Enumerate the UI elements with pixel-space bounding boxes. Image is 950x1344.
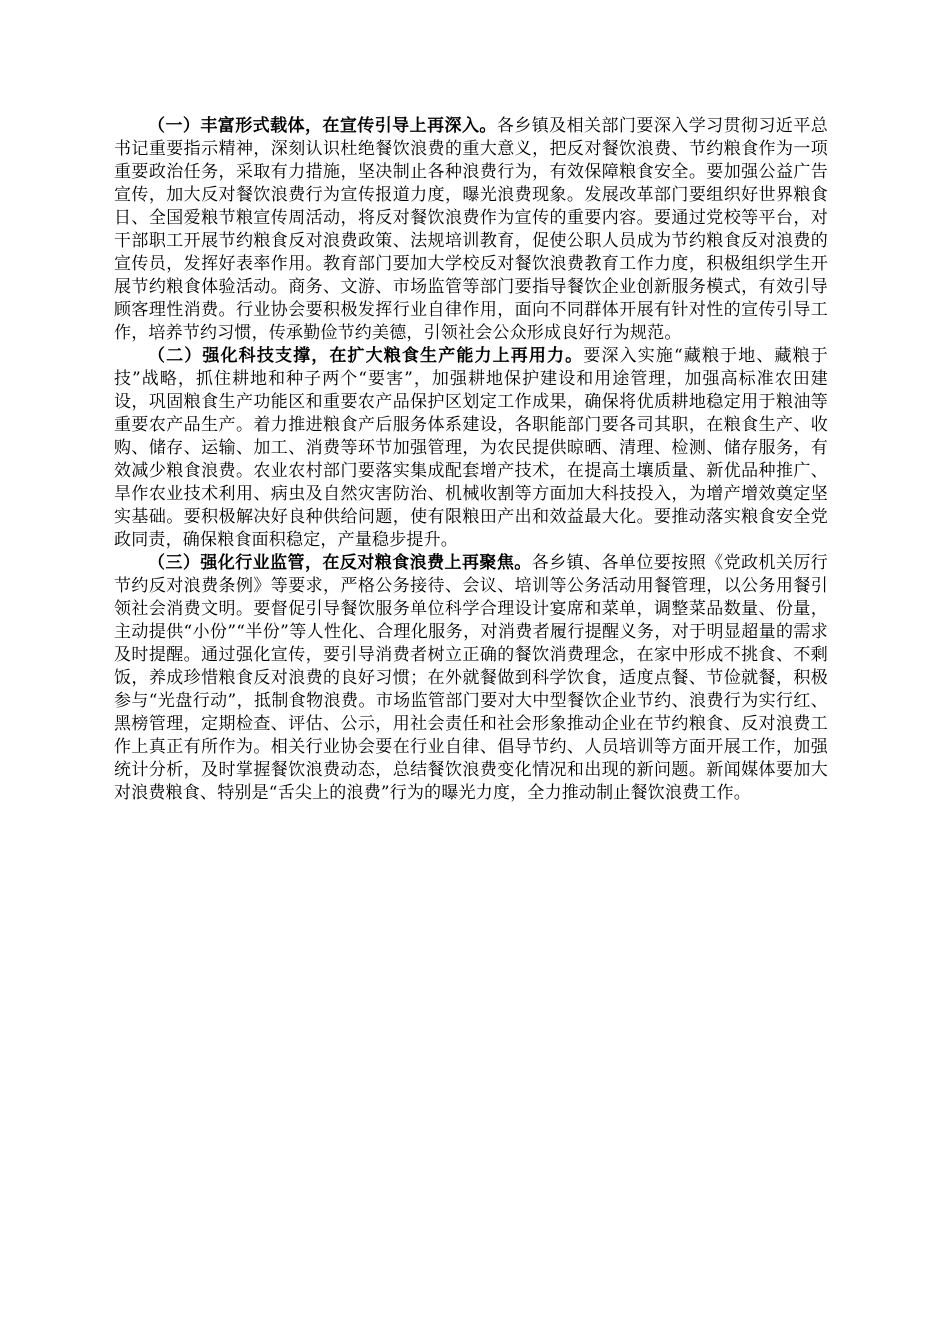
paragraph-2-body: 要深入实施“藏粮于地、藏粮于技”战略，抓住耕地和种子两个“要害”，加强耕地保护建设和用途管理，加强高标准农田建设，巩固粮食生产功能区和重要农产品保护区划定工作成果，确保将优质耕地稳定用于粮油等重要农产品生产。着力推进粮食产后服务体系建设，各职能部门要各司其职，在粮食生产、收购、储存、运输、加工、消费等环节加强管理，为农民提供晾晒、清理、检测、储存服务，有效减少粮食浪费。农业农村部门要落实集成配套增产技术，在提高土壤质量、新优品种推广、旱作农业技术利用、病虫及自然灾害防治、机械收割等方面加大科技投入，为增产增效奠定坚实基础。要积极解决好良种供给问题，使有限粮田产出和效益最大化。要推动落实粮食安全党政同责，确保粮食面积稳定，产量稳步提升。 xyxy=(114,346,828,550)
paragraph-1-body: 各乡镇及相关部门要深入学习贯彻习近平总书记重要指示精神，深刻认识杜绝餐饮浪费的重大意义，把反对餐饮浪费、节约粮食作为一项重要政治任务，采取有力措施，坚决制止各种浪费行为，有效保障粮食安全。要加强公益广告宣传，加大反对餐饮浪费行为宣传报道力度，曝光浪费现象。发展改革部门要组织好世界粮食日、全国爱粮节粮宣传周活动，将反对餐饮浪费作为宣传的重要内容。要通过党校等平台，对干部职工开展节约粮食反对浪费政策、法规培训教育，促使公职人员成为节约粮食反对浪费的宣传员，发挥好表率作用。教育部门要加大学校反对餐饮浪费教育工作力度，积极组织学生开展节约粮食体验活动。商务、文游、市场监管等部门要指导餐饮企业创新服务模式，有效引导顾客理性消费。行业协会要积极发挥行业自律作用，面向不同群体开展有针对性的宣传引导工作，培养节约习惯，传承勤俭节约美德，引领社会公众形成良好行为规范。 xyxy=(114,116,828,343)
paragraph-3 xyxy=(114,552,828,805)
paragraph-1-heading: （一）丰富形式载体，在宣传引导上再深入。 xyxy=(148,116,497,136)
paragraph-1 xyxy=(114,115,828,345)
paragraph-2-heading: （二）强化科技支撑，在扩大粮食生产能力上再用力。 xyxy=(148,346,584,366)
paragraph-2 xyxy=(114,345,828,552)
document-page xyxy=(114,115,828,805)
paragraph-3-body: 各乡镇、各单位要按照《党政机关厉行节约反对浪费条例》等要求，严格公务接待、会议、培训等公务活动用餐管理，以公务用餐引领社会消费文明。要督促引导餐饮服务单位科学合理设计宴席和菜单，调整菜品数量、份量，主动提供“小份”“半份”等人性化、合理化服务，对消费者履行提醒义务，对于明显超量的需求及时提醒。通过强化宣传，要引导消费者树立正确的餐饮消费理念，在家中形成不挑食、不剩饭，养成珍惜粮食反对浪费的良好习惯；在外就餐做到科学饮食，适度点餐、节俭就餐，积极参与“光盘行动”，抵制食物浪费。市场监管部门要对大中型餐饮企业节约、浪费行为实行红、黑榜管理，定期检查、评估、公示，用社会责任和社会形象推动企业在节约粮食、反对浪费工作上真正有所作为。相关行业协会要在行业自律、倡导节约、人员培训等方面开展工作，加强统计分析，及时掌握餐饮浪费动态，总结餐饮浪费变化情况和出现的新问题。新闻媒体要加大对浪费粮食、特别是“舌尖上的浪费”行为的曝光力度，全力推动制止餐饮浪费工作。 xyxy=(114,553,828,803)
paragraph-3-heading: （三）强化行业监管，在反对粮食浪费上再聚焦。 xyxy=(148,553,532,573)
